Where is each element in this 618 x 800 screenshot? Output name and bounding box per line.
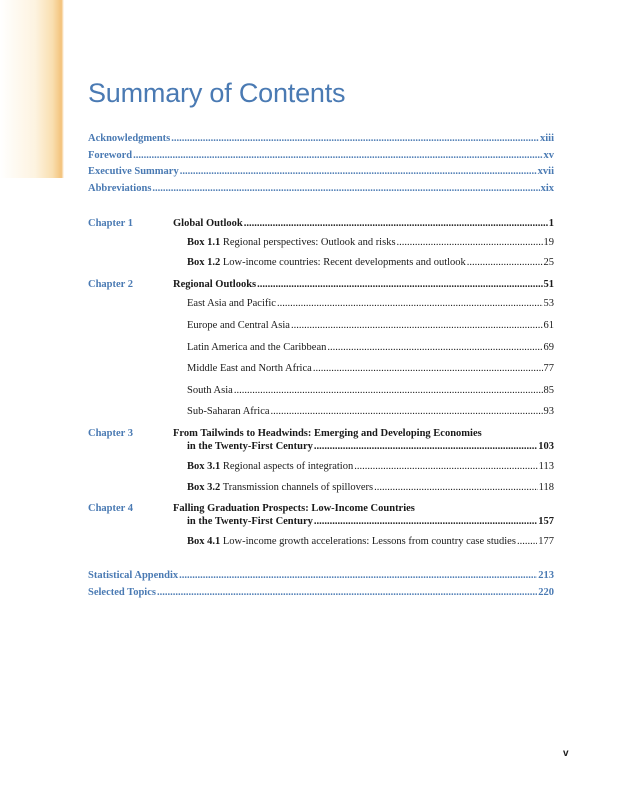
toc-entry-page: 53: [543, 298, 554, 309]
dot-leader: [157, 587, 537, 599]
chapter-3-label: Chapter 3: [88, 428, 134, 439]
toc-entry-abbreviations[interactable]: [88, 183, 554, 195]
toc-entry-label: Low-income countries: Recent developments and outlook: [222, 257, 466, 268]
toc-entry-chapter-2[interactable]: [173, 279, 554, 291]
dot-leader: [277, 298, 543, 310]
box-number: Box 3.1: [187, 461, 221, 472]
toc-entry-page: 1: [548, 218, 554, 229]
dot-leader: [327, 342, 542, 354]
toc-entry-page: xvii: [537, 166, 554, 177]
toc-entry-label: East Asia and Pacific: [187, 298, 276, 309]
toc-entry-label: Regional perspectives: Outlook and risks: [222, 237, 396, 248]
box-number: Box 1.1: [187, 237, 221, 248]
toc-entry-page: 69: [543, 342, 554, 353]
toc-entry-chapter-4[interactable]: [187, 516, 554, 528]
toc-entry-page: 177: [538, 536, 554, 547]
toc-entry-region[interactable]: [187, 342, 554, 354]
box-number: Box 4.1: [187, 536, 221, 547]
chapter-1-label: Chapter 1: [88, 218, 134, 229]
toc-entry-region[interactable]: [187, 385, 554, 397]
chapter-title: Global Outlook: [173, 218, 243, 229]
dot-leader: [152, 183, 539, 195]
toc-entry-page: xv: [543, 150, 554, 161]
dot-leader: [257, 279, 542, 291]
toc-entry-page: 51: [543, 279, 554, 290]
toc-entry-page: 25: [543, 257, 554, 268]
toc-entry-page: 157: [538, 516, 554, 527]
toc-entry-box-4-1[interactable]: [187, 536, 554, 548]
toc-entry-region[interactable]: [187, 406, 554, 418]
toc-entry-page: 19: [543, 237, 554, 248]
page-title: Summary of Contents: [88, 78, 346, 108]
toc-entry-page: xiii: [539, 133, 554, 144]
toc-entry-page: 61: [543, 320, 554, 331]
dot-leader: [313, 363, 543, 375]
dot-leader: [179, 570, 537, 582]
toc-entry-page: 93: [543, 406, 554, 417]
toc-entry-label: South Asia: [187, 385, 233, 396]
toc-entry-box-1-2[interactable]: [187, 257, 554, 269]
chapter-title-continued: in the Twenty-First Century: [187, 441, 313, 452]
toc-entry-label: Selected Topics: [88, 587, 156, 598]
toc-entry-box-3-1[interactable]: [187, 461, 554, 473]
dot-leader: [397, 237, 543, 249]
toc-entry-region[interactable]: [187, 298, 554, 310]
dot-leader: [374, 482, 538, 494]
box-number: Box 1.2: [187, 257, 221, 268]
toc-entry-statistical-appendix[interactable]: [88, 570, 554, 582]
page-number: v: [563, 748, 569, 759]
toc-entry-page: 118: [538, 482, 554, 493]
toc-entry-label: Sub-Saharan Africa: [187, 406, 270, 417]
toc-entry-region[interactable]: [187, 363, 554, 375]
toc-entry-label: Acknowledgments: [88, 133, 171, 144]
toc-entry-chapter-3[interactable]: [187, 441, 554, 453]
chapter-title[interactable]: From Tailwinds to Headwinds: Emerging and Developing Economies: [173, 428, 482, 439]
toc-entry-box-1-1[interactable]: [187, 237, 554, 249]
toc-entry-label: Executive Summary: [88, 166, 179, 177]
toc-entry-label: Low-income growth accelerations: Lessons from country case studies: [222, 536, 516, 547]
toc-entry-box-3-2[interactable]: [187, 482, 554, 494]
toc-entry-page: 77: [543, 363, 554, 374]
toc-entry-page: 220: [538, 587, 554, 598]
dot-leader: [234, 385, 543, 397]
toc-entry-label: Middle East and North Africa: [187, 363, 312, 374]
toc-entry-foreword[interactable]: [88, 150, 554, 162]
dot-leader: [271, 406, 543, 418]
toc-entry-acknowledgments[interactable]: [88, 133, 554, 145]
toc-entry-page: 213: [538, 570, 554, 581]
dot-leader: [314, 441, 537, 453]
toc-entry-region[interactable]: [187, 320, 554, 332]
toc-entry-label: Statistical Appendix: [88, 570, 179, 581]
chapter-title: Regional Outlooks: [173, 279, 257, 290]
toc-entry-label: Foreword: [88, 150, 133, 161]
toc-entry-label: Regional aspects of integration: [222, 461, 354, 472]
toc-entry-page: xix: [540, 183, 554, 194]
chapter-2-label: Chapter 2: [88, 279, 134, 290]
dot-leader: [314, 516, 537, 528]
chapter-title[interactable]: Falling Graduation Prospects: Low-Income Countries: [173, 503, 415, 514]
toc-entry-label: Europe and Central Asia: [187, 320, 290, 331]
dot-leader: [467, 257, 543, 269]
dot-leader: [244, 218, 548, 230]
toc-entry-page: 85: [543, 385, 554, 396]
dot-leader: [133, 150, 542, 162]
dot-leader: [171, 133, 539, 145]
dot-leader: [354, 461, 537, 473]
dot-leader: [517, 536, 537, 548]
toc-entry-chapter-1[interactable]: [173, 218, 554, 230]
toc-entry-selected-topics[interactable]: [88, 587, 554, 599]
dot-leader: [180, 166, 537, 178]
chapter-4-label: Chapter 4: [88, 503, 134, 514]
toc-entry-label: Latin America and the Caribbean: [187, 342, 327, 353]
box-number: Box 3.2: [187, 482, 221, 493]
toc-entry-label: Transmission channels of spillovers: [222, 482, 374, 493]
toc-entry-executive-summary[interactable]: [88, 166, 554, 178]
decorative-gold-bar: [0, 0, 64, 178]
toc-entry-page: 103: [538, 441, 554, 452]
chapter-title-continued: in the Twenty-First Century: [187, 516, 313, 527]
dot-leader: [291, 320, 543, 332]
toc-entry-label: Abbreviations: [88, 183, 152, 194]
toc-entry-page: 113: [538, 461, 554, 472]
